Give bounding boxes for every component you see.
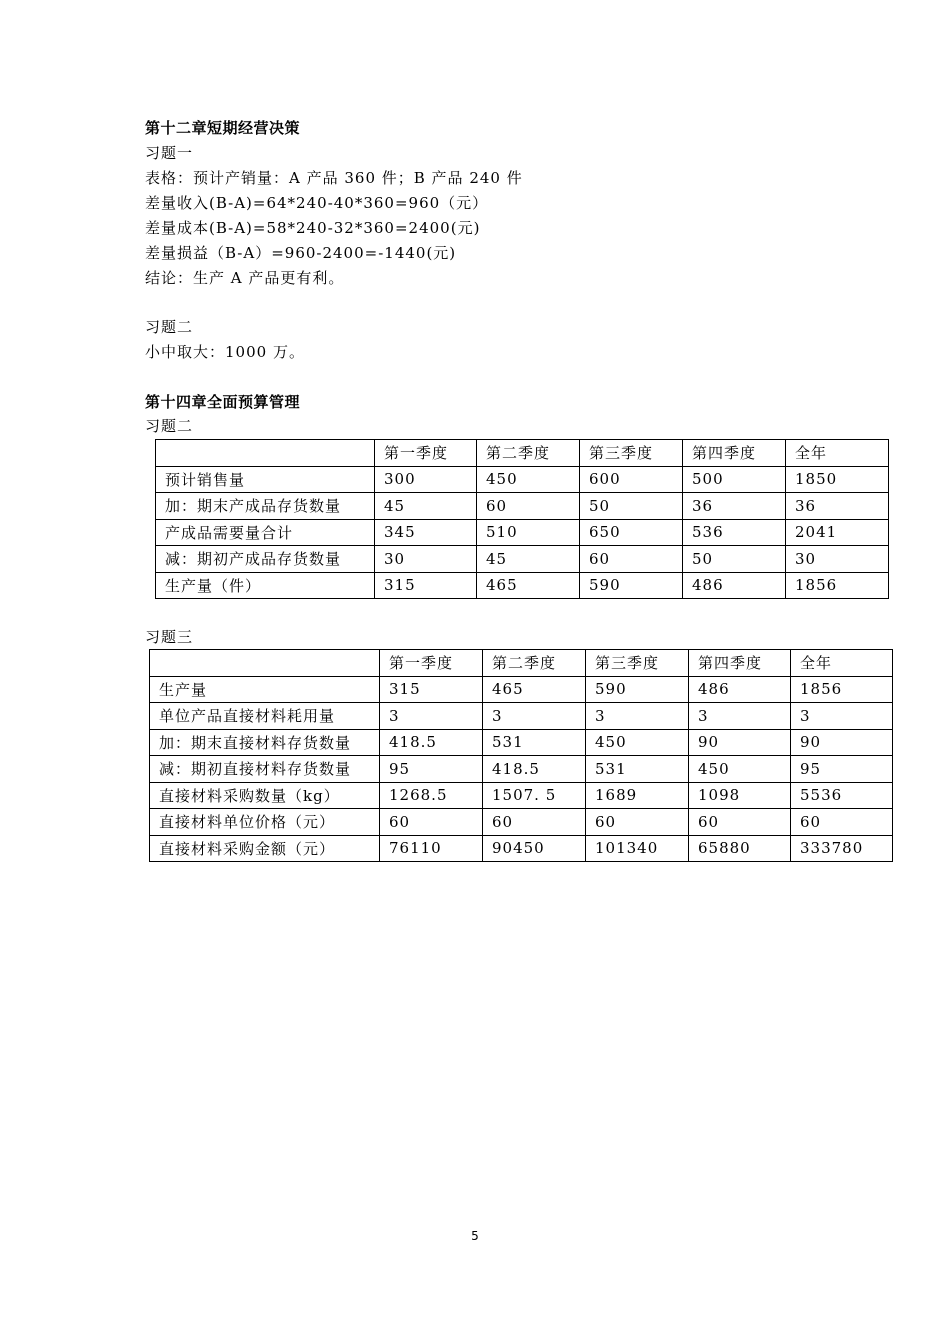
table-cell: 95 xyxy=(791,756,893,783)
table-cell: 90 xyxy=(791,729,893,756)
table-cell: 60 xyxy=(483,809,586,836)
page-number: 5 xyxy=(471,1229,479,1243)
table-cell: 全年 xyxy=(786,440,889,467)
table-cell: 90450 xyxy=(483,835,586,862)
table-cell: 465 xyxy=(477,572,580,599)
table-cell: 76110 xyxy=(380,835,483,862)
table-cell: 450 xyxy=(586,729,689,756)
table-cell: 45 xyxy=(375,493,477,520)
row-label-cell: 产成品需要量合计 xyxy=(156,519,375,546)
ch12-ex1-line: 差量成本(B-A)=58*240-32*360=2400(元) xyxy=(145,219,481,237)
table-cell: 65880 xyxy=(689,835,791,862)
row-label-cell: 加：期末产成品存货数量 xyxy=(156,493,375,520)
table-cell: 101340 xyxy=(586,835,689,862)
table-cell: 60 xyxy=(477,493,580,520)
ch12-ex1-line: 表格：预计产销量：A 产品 360 件；B 产品 240 件 xyxy=(145,169,523,187)
table-cell: 36 xyxy=(683,493,786,520)
table-cell: 第一季度 xyxy=(375,440,477,467)
table-row xyxy=(156,466,889,493)
row-label-cell: 直接材料采购数量（kg） xyxy=(150,782,380,809)
table-cell: 第三季度 xyxy=(586,650,689,677)
table-cell: 3 xyxy=(380,703,483,730)
table-cell: 95 xyxy=(380,756,483,783)
chapter-12-title: 第十二章短期经营决策 xyxy=(145,119,301,137)
table-cell: 600 xyxy=(580,466,683,493)
table-cell: 第三季度 xyxy=(580,440,683,467)
chapter-14-title: 第十四章全面预算管理 xyxy=(145,393,301,411)
table-cell: 2041 xyxy=(786,519,889,546)
table-cell: 536 xyxy=(683,519,786,546)
direct-material-purchase-budget-table xyxy=(149,649,893,862)
table-row xyxy=(156,546,889,573)
table-cell: 50 xyxy=(683,546,786,573)
table-cell: 全年 xyxy=(791,650,893,677)
table-cell: 418.5 xyxy=(483,756,586,783)
table-cell: 30 xyxy=(375,546,477,573)
table-cell: 300 xyxy=(375,466,477,493)
ch12-ex2-line: 小中取大：1000 万。 xyxy=(145,343,305,361)
table-row xyxy=(150,676,893,703)
table-cell: 50 xyxy=(580,493,683,520)
table-cell: 第四季度 xyxy=(683,440,786,467)
finished-goods-production-budget-table xyxy=(155,439,889,599)
row-label-cell: 生产量（件） xyxy=(156,572,375,599)
row-label-cell: 直接材料采购金额（元） xyxy=(150,835,380,862)
table-cell: 3 xyxy=(483,703,586,730)
table-cell: 650 xyxy=(580,519,683,546)
ch14-exercise-3-label: 习题三 xyxy=(145,628,194,646)
table-cell: 60 xyxy=(380,809,483,836)
table-cell: 486 xyxy=(689,676,791,703)
table-cell: 1268.5 xyxy=(380,782,483,809)
table-cell: 465 xyxy=(483,676,586,703)
table-row xyxy=(156,519,889,546)
row-label-cell: 加：期末直接材料存货数量 xyxy=(150,729,380,756)
row-label-cell: 减：期初产成品存货数量 xyxy=(156,546,375,573)
row-label-cell: 减：期初直接材料存货数量 xyxy=(150,756,380,783)
table-cell: 450 xyxy=(477,466,580,493)
table-cell: 345 xyxy=(375,519,477,546)
ch12-exercise-1-label: 习题一 xyxy=(145,144,194,162)
table-cell: 450 xyxy=(689,756,791,783)
table-cell: 510 xyxy=(477,519,580,546)
table-cell: 3 xyxy=(791,703,893,730)
table-cell: 1856 xyxy=(791,676,893,703)
table-cell: 418.5 xyxy=(380,729,483,756)
ch12-ex1-conclusion: 结论：生产 A 产品更有利。 xyxy=(145,269,345,287)
row-label-cell xyxy=(156,440,375,467)
table-cell: 590 xyxy=(580,572,683,599)
ch12-ex1-line: 差量损益（B-A）=960-2400=-1440(元) xyxy=(145,244,457,262)
table-cell: 60 xyxy=(791,809,893,836)
table-row xyxy=(156,493,889,520)
table-cell: 500 xyxy=(683,466,786,493)
table-cell: 315 xyxy=(380,676,483,703)
table-row xyxy=(156,572,889,599)
table-row xyxy=(150,782,893,809)
table-cell: 30 xyxy=(786,546,889,573)
table-cell: 第二季度 xyxy=(483,650,586,677)
row-label-cell: 生产量 xyxy=(150,676,380,703)
table-header-row xyxy=(150,650,893,677)
table-cell: 590 xyxy=(586,676,689,703)
table-cell: 315 xyxy=(375,572,477,599)
table-cell: 90 xyxy=(689,729,791,756)
table-cell: 3 xyxy=(689,703,791,730)
table-row xyxy=(150,756,893,783)
table-row xyxy=(150,809,893,836)
table-row xyxy=(150,835,893,862)
ch12-exercise-2-label: 习题二 xyxy=(145,318,194,336)
table-row xyxy=(150,729,893,756)
table-cell: 531 xyxy=(483,729,586,756)
row-label-cell: 单位产品直接材料耗用量 xyxy=(150,703,380,730)
table-cell: 5536 xyxy=(791,782,893,809)
table-cell: 第四季度 xyxy=(689,650,791,677)
table-cell: 1850 xyxy=(786,466,889,493)
table-cell: 333780 xyxy=(791,835,893,862)
table-cell: 60 xyxy=(586,809,689,836)
table-cell: 36 xyxy=(786,493,889,520)
row-label-cell: 直接材料单位价格（元） xyxy=(150,809,380,836)
row-label-cell: 预计销售量 xyxy=(156,466,375,493)
table-cell: 1689 xyxy=(586,782,689,809)
table-cell: 第二季度 xyxy=(477,440,580,467)
table-cell: 60 xyxy=(689,809,791,836)
table-cell: 60 xyxy=(580,546,683,573)
table-cell: 3 xyxy=(586,703,689,730)
table-cell: 531 xyxy=(586,756,689,783)
table-cell: 1098 xyxy=(689,782,791,809)
table-cell: 1856 xyxy=(786,572,889,599)
ch12-ex1-line: 差量收入(B-A)=64*240-40*360=960（元） xyxy=(145,194,489,212)
table-row xyxy=(150,703,893,730)
table-cell: 486 xyxy=(683,572,786,599)
table-cell: 第一季度 xyxy=(380,650,483,677)
row-label-cell xyxy=(150,650,380,677)
table-cell: 45 xyxy=(477,546,580,573)
ch14-exercise-2-label: 习题二 xyxy=(145,417,194,435)
table-cell: 1507. 5 xyxy=(483,782,586,809)
table-header-row xyxy=(156,440,889,467)
